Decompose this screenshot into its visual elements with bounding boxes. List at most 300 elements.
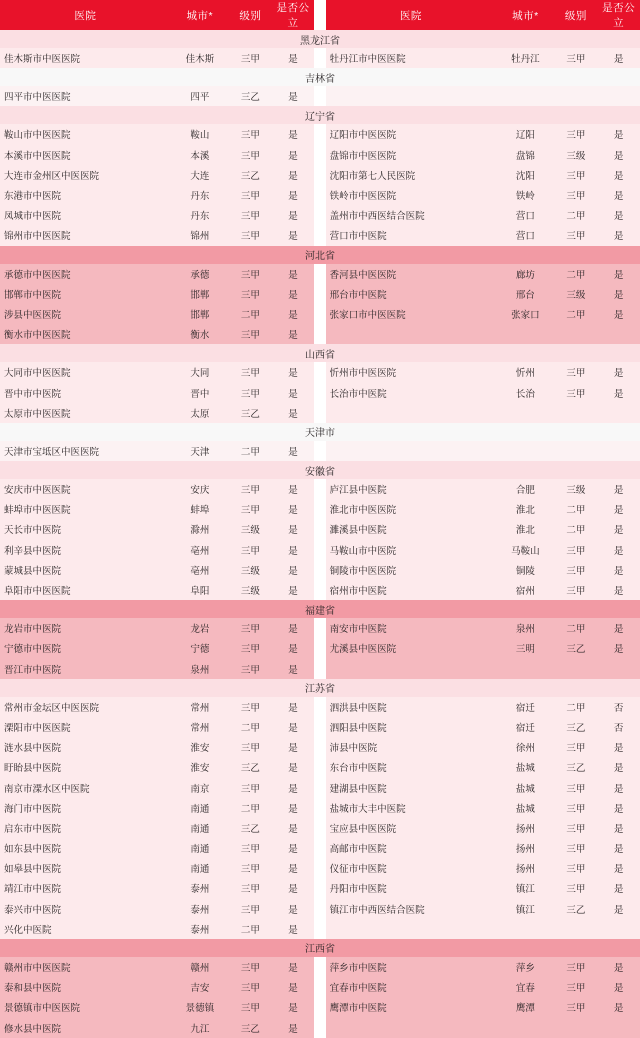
cell-hospital-name: 丹阳市中医院 bbox=[326, 878, 497, 898]
cell-level: 三甲 bbox=[229, 324, 272, 344]
table-row bbox=[0, 145, 640, 165]
cell-hospital-name: 宝应县中医医院 bbox=[326, 818, 497, 838]
cell-level: 三甲 bbox=[555, 362, 598, 382]
cell-public: 是 bbox=[272, 324, 315, 344]
table-row bbox=[0, 798, 640, 818]
cell-level: 三甲 bbox=[555, 858, 598, 878]
province-band-row bbox=[0, 679, 640, 697]
cell-public: 是 bbox=[272, 858, 315, 878]
cell-public: 否 bbox=[597, 697, 640, 717]
cell-city: 泰州 bbox=[171, 899, 229, 919]
table-row bbox=[0, 737, 640, 757]
cell-hospital-name: 香河县中医医院 bbox=[326, 264, 497, 284]
cell-city: 沈阳 bbox=[496, 165, 554, 185]
cell-city: 丹东 bbox=[171, 205, 229, 225]
table-header-row bbox=[0, 0, 640, 30]
province-label: 黑龙江省 bbox=[0, 30, 640, 48]
column-gap bbox=[314, 957, 325, 977]
cell-city: 宿州 bbox=[496, 580, 554, 600]
cell-level: 三乙 bbox=[229, 165, 272, 185]
cell-public: 是 bbox=[272, 403, 315, 423]
cell-public: 是 bbox=[597, 737, 640, 757]
table-body bbox=[0, 30, 640, 1038]
cell-hospital-name: 长治市中医院 bbox=[326, 382, 497, 402]
cell-hospital-name: 泰兴市中医院 bbox=[0, 899, 171, 919]
cell-public: 是 bbox=[597, 957, 640, 977]
cell-hospital-name: 沛县中医院 bbox=[326, 737, 497, 757]
cell-city bbox=[496, 403, 554, 423]
cell-level: 三甲 bbox=[555, 737, 598, 757]
cell-level: 三甲 bbox=[229, 878, 272, 898]
cell-level: 三甲 bbox=[229, 205, 272, 225]
province-band-row bbox=[0, 246, 640, 264]
cell-hospital-name bbox=[326, 324, 497, 344]
cell-hospital-name: 兴化中医院 bbox=[0, 919, 171, 939]
column-gap bbox=[314, 284, 325, 304]
cell-hospital-name: 溧阳市中医医院 bbox=[0, 717, 171, 737]
cell-hospital-name: 涟水县中医院 bbox=[0, 737, 171, 757]
cell-hospital-name: 太原市中医医院 bbox=[0, 403, 171, 423]
table-row bbox=[0, 697, 640, 717]
cell-public: 是 bbox=[597, 618, 640, 638]
cell-hospital-name: 尤溪县中医医院 bbox=[326, 638, 497, 658]
cell-hospital-name: 锦州市中医医院 bbox=[0, 225, 171, 245]
table-row bbox=[0, 818, 640, 838]
column-gap bbox=[314, 977, 325, 997]
cell-public: 是 bbox=[272, 737, 315, 757]
table-row bbox=[0, 899, 640, 919]
column-gap bbox=[314, 519, 325, 539]
cell-level: 二甲 bbox=[229, 798, 272, 818]
cell-city: 铜陵 bbox=[496, 560, 554, 580]
cell-city: 泰州 bbox=[171, 919, 229, 939]
table-row bbox=[0, 638, 640, 658]
cell-level: 三级 bbox=[229, 519, 272, 539]
cell-hospital-name: 铁岭市中医医院 bbox=[326, 185, 497, 205]
column-gap bbox=[314, 818, 325, 838]
province-label: 吉林省 bbox=[0, 68, 640, 86]
cell-hospital-name: 天长市中医院 bbox=[0, 519, 171, 539]
column-gap bbox=[314, 499, 325, 519]
table-row bbox=[0, 757, 640, 777]
cell-city: 三明 bbox=[496, 638, 554, 658]
cell-hospital-name: 淮北市中医医院 bbox=[326, 499, 497, 519]
cell-level: 三甲 bbox=[229, 499, 272, 519]
cell-level: 三甲 bbox=[555, 560, 598, 580]
cell-hospital-name: 濉溪县中医院 bbox=[326, 519, 497, 539]
province-band-row bbox=[0, 461, 640, 479]
cell-city: 邯郸 bbox=[171, 304, 229, 324]
cell-public: 是 bbox=[597, 165, 640, 185]
cell-level: 三甲 bbox=[229, 382, 272, 402]
province-label: 福建省 bbox=[0, 600, 640, 618]
column-gap bbox=[314, 919, 325, 939]
cell-city: 亳州 bbox=[171, 540, 229, 560]
cell-public: 是 bbox=[597, 284, 640, 304]
cell-hospital-name: 南安市中医院 bbox=[326, 618, 497, 638]
cell-hospital-name: 宜春市中医院 bbox=[326, 977, 497, 997]
cell-level: 二甲 bbox=[555, 697, 598, 717]
header-level-right: 级别 bbox=[555, 0, 598, 30]
cell-level: 三甲 bbox=[555, 997, 598, 1017]
cell-hospital-name: 晋江市中医院 bbox=[0, 659, 171, 679]
cell-city: 蚌埠 bbox=[171, 499, 229, 519]
cell-level: 三乙 bbox=[555, 757, 598, 777]
cell-public: 是 bbox=[597, 798, 640, 818]
table-row bbox=[0, 205, 640, 225]
cell-hospital-name: 营口市中医院 bbox=[326, 225, 497, 245]
province-label: 山西省 bbox=[0, 344, 640, 362]
cell-hospital-name: 盱眙县中医院 bbox=[0, 757, 171, 777]
cell-public: 是 bbox=[272, 362, 315, 382]
column-gap bbox=[314, 878, 325, 898]
cell-city: 吉安 bbox=[171, 977, 229, 997]
cell-city bbox=[496, 86, 554, 106]
header-public-left: 是否公立 bbox=[272, 0, 315, 30]
cell-hospital-name: 承德市中医医院 bbox=[0, 264, 171, 284]
column-gap bbox=[314, 580, 325, 600]
column-gap bbox=[314, 185, 325, 205]
province-label: 天津市 bbox=[0, 423, 640, 441]
table-row bbox=[0, 777, 640, 797]
province-band-row bbox=[0, 106, 640, 124]
cell-city: 滁州 bbox=[171, 519, 229, 539]
cell-public: 是 bbox=[597, 185, 640, 205]
cell-city: 镇江 bbox=[496, 899, 554, 919]
cell-level: 三乙 bbox=[555, 638, 598, 658]
cell-city: 佳木斯 bbox=[171, 48, 229, 68]
cell-hospital-name: 盖州市中西医结合医院 bbox=[326, 205, 497, 225]
cell-city: 合肥 bbox=[496, 479, 554, 499]
cell-city: 扬州 bbox=[496, 858, 554, 878]
cell-public: 是 bbox=[597, 818, 640, 838]
cell-hospital-name: 衡水市中医医院 bbox=[0, 324, 171, 344]
cell-public: 是 bbox=[272, 878, 315, 898]
cell-city: 南通 bbox=[171, 818, 229, 838]
cell-public: 是 bbox=[597, 145, 640, 165]
column-gap bbox=[314, 737, 325, 757]
cell-hospital-name: 本溪市中医医院 bbox=[0, 145, 171, 165]
cell-level: 三级 bbox=[229, 560, 272, 580]
cell-public: 是 bbox=[597, 519, 640, 539]
cell-hospital-name: 景德镇市中医医院 bbox=[0, 997, 171, 1017]
cell-city: 淮北 bbox=[496, 519, 554, 539]
cell-city: 淮北 bbox=[496, 499, 554, 519]
cell-public: 是 bbox=[597, 638, 640, 658]
cell-hospital-name: 启东市中医院 bbox=[0, 818, 171, 838]
table-row bbox=[0, 659, 640, 679]
cell-level: 三级 bbox=[229, 580, 272, 600]
column-gap bbox=[314, 997, 325, 1017]
cell-city: 扬州 bbox=[496, 838, 554, 858]
cell-city: 亳州 bbox=[171, 560, 229, 580]
cell-level: 二甲 bbox=[555, 205, 598, 225]
province-label: 安徽省 bbox=[0, 461, 640, 479]
cell-city: 南京 bbox=[171, 777, 229, 797]
column-gap bbox=[314, 838, 325, 858]
cell-public: 是 bbox=[597, 838, 640, 858]
cell-city: 常州 bbox=[171, 697, 229, 717]
cell-level: 三甲 bbox=[555, 48, 598, 68]
cell-level: 三甲 bbox=[229, 838, 272, 858]
column-gap bbox=[314, 479, 325, 499]
cell-hospital-name: 鹰潭市中医院 bbox=[326, 997, 497, 1017]
header-hospital-left: 医院 bbox=[0, 0, 171, 30]
table-row bbox=[0, 919, 640, 939]
cell-level: 二甲 bbox=[555, 264, 598, 284]
cell-city: 承德 bbox=[171, 264, 229, 284]
cell-level: 三甲 bbox=[555, 878, 598, 898]
cell-city: 大同 bbox=[171, 362, 229, 382]
cell-hospital-name: 庐江县中医院 bbox=[326, 479, 497, 499]
cell-level: 三甲 bbox=[229, 618, 272, 638]
cell-public: 是 bbox=[272, 899, 315, 919]
cell-public: 是 bbox=[272, 185, 315, 205]
cell-city: 四平 bbox=[171, 86, 229, 106]
cell-public: 是 bbox=[272, 382, 315, 402]
cell-hospital-name: 沈阳市第七人民医院 bbox=[326, 165, 497, 185]
cell-hospital-name bbox=[326, 441, 497, 461]
cell-public: 是 bbox=[272, 205, 315, 225]
column-gap bbox=[314, 560, 325, 580]
cell-hospital-name: 赣州市中医医院 bbox=[0, 957, 171, 977]
province-band-row bbox=[0, 30, 640, 48]
cell-level: 三乙 bbox=[229, 818, 272, 838]
cell-city: 廊坊 bbox=[496, 264, 554, 284]
table-row bbox=[0, 48, 640, 68]
cell-city: 泉州 bbox=[171, 659, 229, 679]
cell-hospital-name bbox=[326, 403, 497, 423]
cell-public: 是 bbox=[597, 225, 640, 245]
cell-level: 三甲 bbox=[229, 737, 272, 757]
cell-public: 是 bbox=[597, 499, 640, 519]
cell-level: 三甲 bbox=[229, 899, 272, 919]
cell-public: 是 bbox=[597, 362, 640, 382]
cell-public: 是 bbox=[597, 777, 640, 797]
cell-level: 三甲 bbox=[555, 818, 598, 838]
cell-level: 三甲 bbox=[229, 479, 272, 499]
cell-hospital-name: 镇江市中西医结合医院 bbox=[326, 899, 497, 919]
cell-city: 安庆 bbox=[171, 479, 229, 499]
province-band-row bbox=[0, 344, 640, 362]
cell-level: 三甲 bbox=[555, 225, 598, 245]
cell-city: 九江 bbox=[171, 1018, 229, 1038]
column-gap bbox=[314, 264, 325, 284]
cell-city: 盐城 bbox=[496, 757, 554, 777]
cell-hospital-name: 东台市中医院 bbox=[326, 757, 497, 777]
cell-hospital-name: 大连市金州区中医医院 bbox=[0, 165, 171, 185]
cell-level: 三甲 bbox=[229, 124, 272, 144]
cell-level bbox=[555, 659, 598, 679]
cell-city: 铁岭 bbox=[496, 185, 554, 205]
column-gap bbox=[314, 145, 325, 165]
cell-public: 是 bbox=[597, 977, 640, 997]
cell-city: 本溪 bbox=[171, 145, 229, 165]
cell-public bbox=[597, 324, 640, 344]
cell-city: 辽阳 bbox=[496, 124, 554, 144]
column-gap bbox=[314, 659, 325, 679]
cell-level: 三级 bbox=[555, 145, 598, 165]
cell-hospital-name: 晋中市中医院 bbox=[0, 382, 171, 402]
column-gap bbox=[314, 124, 325, 144]
table-row bbox=[0, 362, 640, 382]
column-gap bbox=[314, 858, 325, 878]
cell-public: 是 bbox=[272, 519, 315, 539]
column-gap bbox=[314, 540, 325, 560]
header-city-left: 城市* bbox=[171, 0, 229, 30]
cell-hospital-name: 邯郸市中医院 bbox=[0, 284, 171, 304]
cell-level: 二甲 bbox=[229, 441, 272, 461]
cell-city: 太原 bbox=[171, 403, 229, 423]
cell-level: 三甲 bbox=[229, 145, 272, 165]
cell-hospital-name bbox=[326, 86, 497, 106]
cell-hospital-name: 仪征市中医院 bbox=[326, 858, 497, 878]
table-row bbox=[0, 1018, 640, 1038]
table-row bbox=[0, 304, 640, 324]
cell-city: 淮安 bbox=[171, 737, 229, 757]
cell-hospital-name: 泗阳县中医院 bbox=[326, 717, 497, 737]
cell-public: 是 bbox=[597, 858, 640, 878]
cell-level: 三乙 bbox=[555, 899, 598, 919]
cell-hospital-name: 阜阳市中医医院 bbox=[0, 580, 171, 600]
cell-public: 是 bbox=[272, 225, 315, 245]
cell-level: 三甲 bbox=[229, 540, 272, 560]
cell-level: 三甲 bbox=[229, 48, 272, 68]
cell-public: 是 bbox=[272, 284, 315, 304]
province-label: 辽宁省 bbox=[0, 106, 640, 124]
cell-city: 泉州 bbox=[496, 618, 554, 638]
cell-hospital-name: 海门市中医院 bbox=[0, 798, 171, 818]
cell-level bbox=[555, 86, 598, 106]
header-hospital-right: 医院 bbox=[326, 0, 497, 30]
cell-level: 二甲 bbox=[229, 304, 272, 324]
cell-city: 宁德 bbox=[171, 638, 229, 658]
table-row bbox=[0, 86, 640, 106]
cell-level: 三甲 bbox=[555, 957, 598, 977]
cell-city: 南通 bbox=[171, 798, 229, 818]
table-row bbox=[0, 957, 640, 977]
cell-public: 是 bbox=[272, 638, 315, 658]
cell-public: 是 bbox=[272, 838, 315, 858]
table-row bbox=[0, 403, 640, 423]
cell-city: 宜春 bbox=[496, 977, 554, 997]
table-row bbox=[0, 165, 640, 185]
cell-level: 二甲 bbox=[555, 618, 598, 638]
cell-hospital-name: 四平市中医医院 bbox=[0, 86, 171, 106]
cell-level: 三甲 bbox=[555, 838, 598, 858]
cell-public: 是 bbox=[272, 777, 315, 797]
column-gap bbox=[314, 165, 325, 185]
column-gap bbox=[314, 324, 325, 344]
cell-level: 三甲 bbox=[229, 362, 272, 382]
cell-hospital-name bbox=[326, 919, 497, 939]
cell-level: 三甲 bbox=[229, 185, 272, 205]
column-gap bbox=[314, 86, 325, 106]
cell-hospital-name: 盘锦市中医医院 bbox=[326, 145, 497, 165]
table-row bbox=[0, 441, 640, 461]
table-row bbox=[0, 858, 640, 878]
cell-city: 盐城 bbox=[496, 777, 554, 797]
cell-level: 三甲 bbox=[555, 977, 598, 997]
cell-city: 赣州 bbox=[171, 957, 229, 977]
cell-city bbox=[496, 659, 554, 679]
table-row bbox=[0, 540, 640, 560]
cell-city: 衡水 bbox=[171, 324, 229, 344]
cell-level: 三甲 bbox=[229, 264, 272, 284]
cell-public: 是 bbox=[597, 205, 640, 225]
cell-level: 三甲 bbox=[229, 225, 272, 245]
cell-level: 三级 bbox=[555, 284, 598, 304]
cell-city: 邯郸 bbox=[171, 284, 229, 304]
cell-hospital-name: 马鞍山市中医院 bbox=[326, 540, 497, 560]
cell-public: 是 bbox=[272, 560, 315, 580]
cell-city: 鹰潭 bbox=[496, 997, 554, 1017]
cell-public: 是 bbox=[597, 264, 640, 284]
cell-hospital-name: 萍乡市中医院 bbox=[326, 957, 497, 977]
cell-hospital-name: 凤城市中医院 bbox=[0, 205, 171, 225]
column-gap bbox=[314, 899, 325, 919]
cell-public: 是 bbox=[272, 977, 315, 997]
cell-city: 大连 bbox=[171, 165, 229, 185]
column-gap bbox=[314, 205, 325, 225]
header-gap bbox=[314, 0, 325, 30]
table-header bbox=[0, 0, 640, 30]
cell-level: 三甲 bbox=[229, 777, 272, 797]
cell-public: 是 bbox=[272, 499, 315, 519]
cell-level: 三甲 bbox=[555, 124, 598, 144]
cell-hospital-name: 高邮市中医院 bbox=[326, 838, 497, 858]
cell-level: 三甲 bbox=[229, 697, 272, 717]
cell-level: 二甲 bbox=[229, 717, 272, 737]
cell-hospital-name: 泰和县中医院 bbox=[0, 977, 171, 997]
cell-public: 是 bbox=[272, 997, 315, 1017]
cell-public: 是 bbox=[272, 818, 315, 838]
table-row bbox=[0, 997, 640, 1017]
cell-city: 马鞍山 bbox=[496, 540, 554, 560]
cell-city: 营口 bbox=[496, 205, 554, 225]
table-row bbox=[0, 560, 640, 580]
cell-level: 三甲 bbox=[555, 540, 598, 560]
cell-public bbox=[597, 1018, 640, 1038]
column-gap bbox=[314, 798, 325, 818]
cell-hospital-name: 忻州市中医医院 bbox=[326, 362, 497, 382]
cell-level: 三甲 bbox=[229, 977, 272, 997]
province-label: 河北省 bbox=[0, 246, 640, 264]
cell-city: 晋中 bbox=[171, 382, 229, 402]
cell-city: 营口 bbox=[496, 225, 554, 245]
cell-city: 长治 bbox=[496, 382, 554, 402]
cell-city: 萍乡 bbox=[496, 957, 554, 977]
cell-city bbox=[496, 324, 554, 344]
cell-hospital-name: 大同市中医医院 bbox=[0, 362, 171, 382]
cell-hospital-name: 蚌埠市中医医院 bbox=[0, 499, 171, 519]
column-gap bbox=[314, 697, 325, 717]
cell-public: 否 bbox=[597, 717, 640, 737]
cell-public: 是 bbox=[272, 479, 315, 499]
cell-city bbox=[496, 919, 554, 939]
cell-city: 淮安 bbox=[171, 757, 229, 777]
cell-hospital-name bbox=[326, 1018, 497, 1038]
cell-level bbox=[555, 1018, 598, 1038]
cell-public: 是 bbox=[597, 304, 640, 324]
cell-hospital-name: 鞍山市中医医院 bbox=[0, 124, 171, 144]
column-gap bbox=[314, 638, 325, 658]
cell-city: 丹东 bbox=[171, 185, 229, 205]
table-row bbox=[0, 499, 640, 519]
cell-city: 阜阳 bbox=[171, 580, 229, 600]
cell-city: 景德镇 bbox=[171, 997, 229, 1017]
cell-public: 是 bbox=[272, 145, 315, 165]
